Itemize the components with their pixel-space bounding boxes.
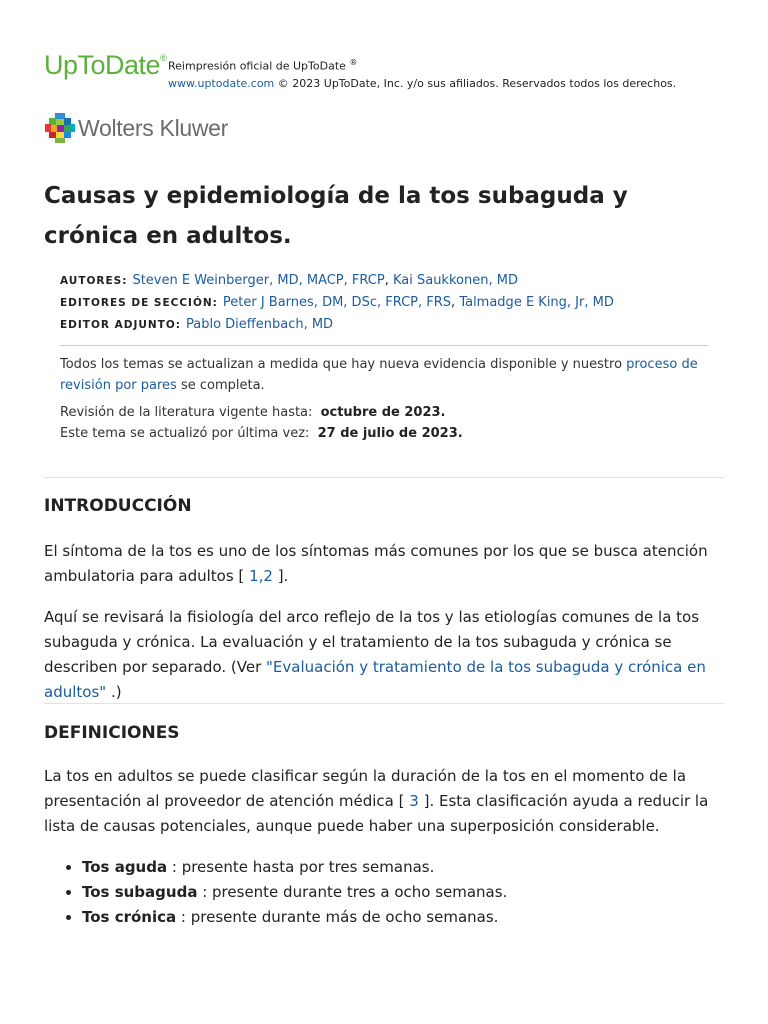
deputy-editor-link[interactable]: Pablo Dieffenbach, MD bbox=[185, 317, 334, 332]
definition-term: Tos aguda bbox=[82, 858, 168, 876]
related-topic-link[interactable]: "Evaluación y tratamiento de la tos subaguda y crónica en adultos" bbox=[44, 658, 706, 701]
last-updated-line bbox=[60, 423, 708, 444]
section-editor-link[interactable]: Talmadge E King, Jr, MD bbox=[459, 295, 614, 310]
reference-link[interactable]: 3 bbox=[409, 792, 419, 810]
literature-review-line bbox=[60, 402, 708, 423]
definition-term: Tos subaguda bbox=[82, 883, 198, 901]
update-note-end: se completa. bbox=[180, 378, 265, 393]
copyright-text: © 2023 UpToDate, Inc. y/o sus afiliados. Reservados todos los derechos. bbox=[277, 76, 677, 90]
literature-review-label: Revisión de la literatura vigente hasta: bbox=[60, 405, 313, 420]
intro-paragraph-1 bbox=[44, 539, 724, 589]
last-updated-label: Este tema se actualizó por última vez: bbox=[60, 426, 310, 441]
update-note-text: Todos los temas se actualizan a medida que hay nueva evidencia disponible y nuestro bbox=[60, 357, 623, 372]
update-note bbox=[60, 354, 708, 396]
article-meta bbox=[60, 270, 708, 444]
reprint-notice bbox=[168, 54, 676, 92]
definitions-paragraph bbox=[44, 764, 724, 839]
reprint-registered-mark: ® bbox=[349, 58, 358, 67]
section-editor-link[interactable]: Peter J Barnes, DM, DSc, FRCP, FRS bbox=[222, 295, 452, 310]
definitions-list bbox=[44, 855, 762, 930]
definitions-p1-text: La tos en adultos se puede clasificar según la duración de la tos en el momento de la presentación al proveedor de atención médica [ bbox=[44, 767, 687, 810]
wolters-kluwer-logo bbox=[44, 112, 228, 144]
list-item bbox=[82, 905, 762, 930]
reprint-line: Reimpresión oficial de UpToDate bbox=[168, 59, 346, 73]
list-item bbox=[82, 855, 762, 880]
definitions-heading: DEFINICIONES bbox=[44, 723, 180, 743]
section-divider bbox=[44, 703, 724, 704]
reference-link[interactable]: 1,2 bbox=[249, 567, 273, 585]
intro-p1-end: ]. bbox=[277, 567, 289, 585]
publisher-name: Wolters Kluwer bbox=[78, 114, 229, 141]
literature-review-date: octubre de 2023. bbox=[320, 405, 446, 420]
uptodate-logo bbox=[44, 52, 166, 79]
logo-registered-mark: ® bbox=[160, 53, 167, 63]
deputy-editor-label: EDITOR ADJUNTO: bbox=[60, 319, 181, 331]
article-title: Causas y epidemiología de la tos subaguda y crónica en adultos. bbox=[44, 183, 628, 249]
meta-divider bbox=[60, 345, 708, 346]
peer-review-link[interactable]: proceso de revisión por pares bbox=[60, 357, 698, 393]
wolters-kluwer-mosaic-icon bbox=[44, 112, 76, 144]
section-editors-label: EDITORES DE SECCIÓN: bbox=[60, 297, 218, 309]
definition-desc: : presente durante tres a ocho semanas. bbox=[202, 883, 508, 901]
authors-row: AUTORES: Steven E Weinberger, MD, MACP, FRCP, Kai Saukkonen, MD bbox=[60, 273, 518, 288]
uptodate-site-link[interactable]: www.uptodate.com bbox=[168, 76, 275, 90]
deputy-editor-row bbox=[60, 314, 708, 336]
author-link[interactable]: Kai Saukkonen, MD bbox=[392, 273, 518, 288]
authors-label: AUTORES: bbox=[60, 275, 128, 287]
definition-desc: : presente durante más de ocho semanas. bbox=[180, 908, 499, 926]
definition-desc: : presente hasta por tres semanas. bbox=[171, 858, 435, 876]
author-link[interactable]: Steven E Weinberger, MD, MACP, FRCP bbox=[132, 273, 385, 288]
intro-p2-end: .) bbox=[110, 683, 122, 701]
intro-p2-text: Aquí se revisará la fisiología del arco reflejo de la tos y las etiologías comunes de la tos subaguda y crónica. La evaluación y el tratamiento de la tos subaguda y crónica se describen por separado. (Ver bbox=[44, 608, 700, 676]
last-updated-date: 27 de julio de 2023. bbox=[317, 426, 463, 441]
intro-paragraph-2 bbox=[44, 605, 724, 705]
intro-heading: INTRODUCCIÓN bbox=[44, 496, 192, 516]
logo-text: UpToDate bbox=[44, 50, 161, 80]
section-divider bbox=[44, 477, 724, 478]
intro-p1-text: El síntoma de la tos es uno de los síntomas más comunes por los que se busca atención ambulatoria para adultos [ bbox=[44, 542, 708, 585]
section-editors-row: EDITORES DE SECCIÓN: Peter J Barnes, DM, DSc, FRCP, FRS, Talmadge E King, Jr, MD bbox=[60, 295, 614, 310]
definitions-p1-end: ]. Esta clasificación ayuda a reducir la lista de causas potenciales, aunque puede haber una superposición considerable. bbox=[44, 792, 709, 835]
definition-term: Tos crónica bbox=[82, 908, 177, 926]
list-item bbox=[82, 880, 762, 905]
